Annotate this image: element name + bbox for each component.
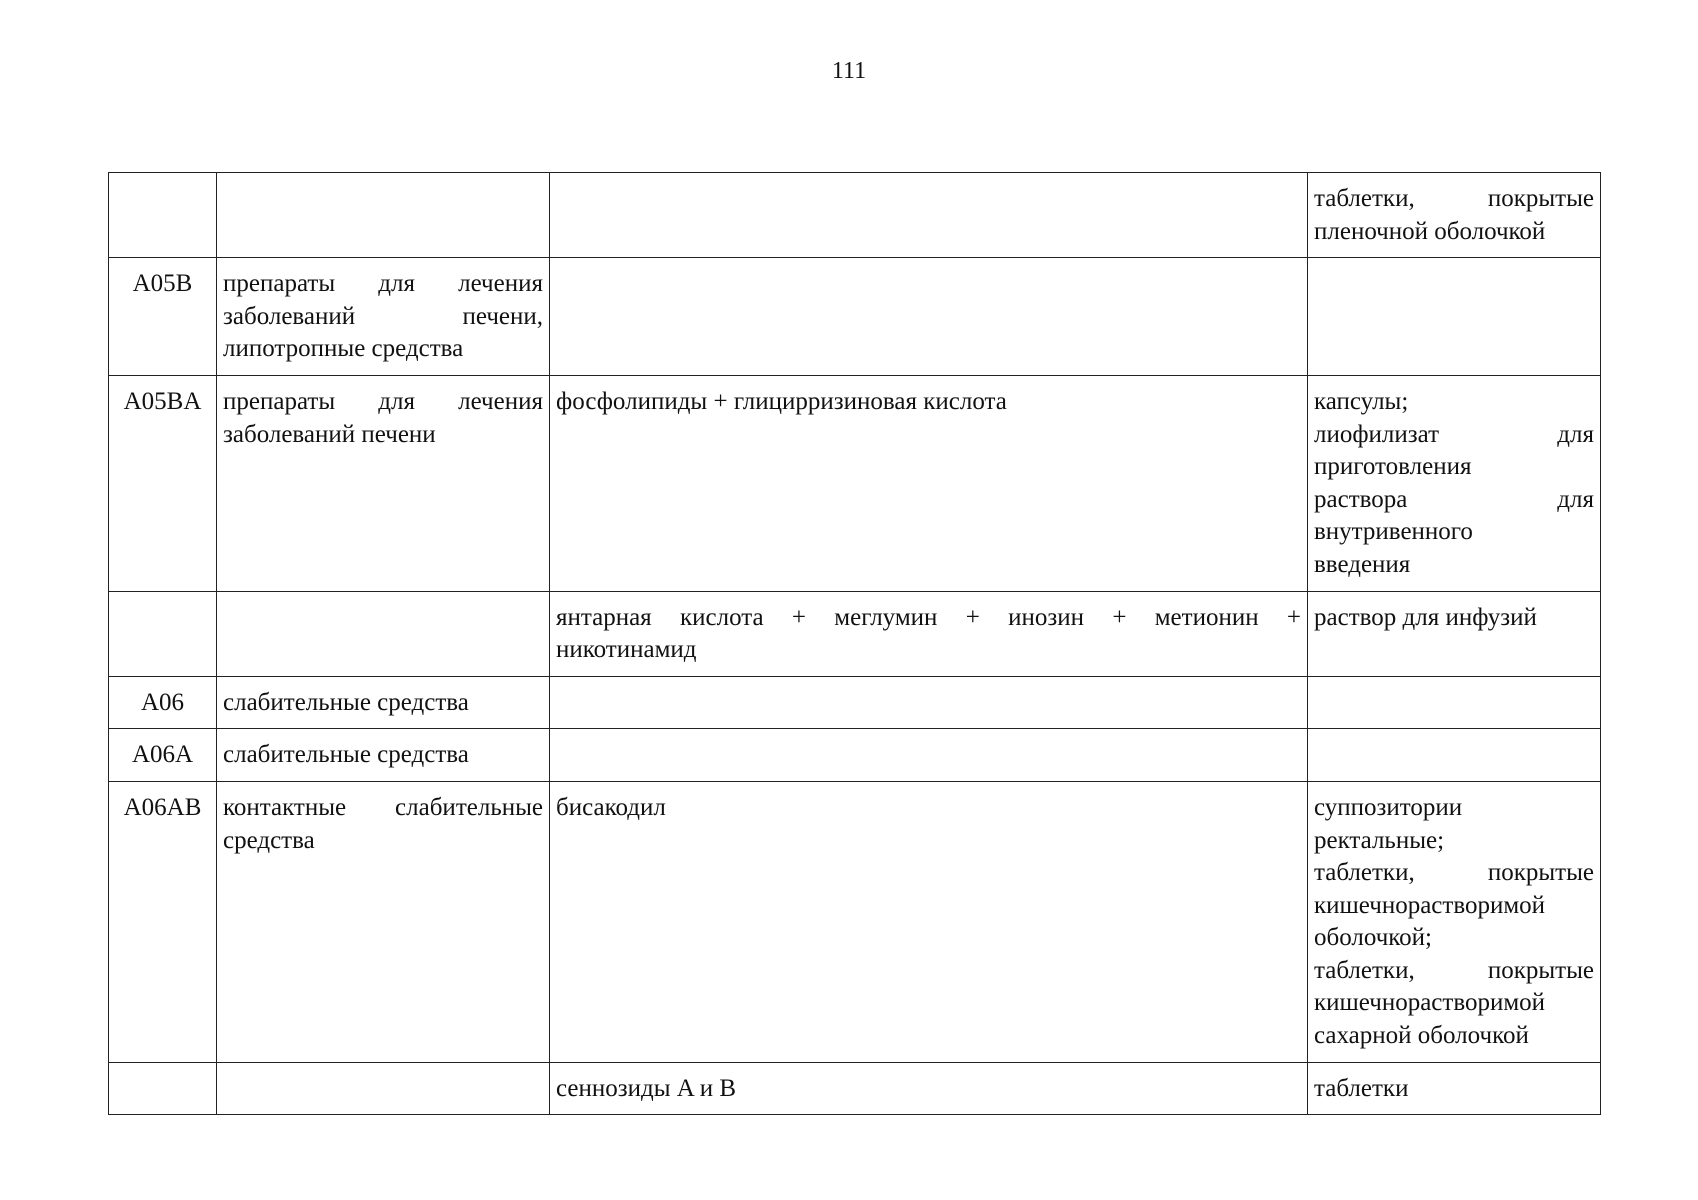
cell-text-line: раствор для инфузий	[1314, 603, 1537, 631]
cell-text-line: кишечнорастворимой	[1314, 891, 1546, 919]
pharmacological-group-cell	[217, 781, 550, 1062]
cell-text-line: заболеваний печени,	[223, 302, 543, 330]
cell-text-line: таблетки	[1314, 1074, 1409, 1102]
table-row	[109, 173, 1601, 258]
drug-name-cell	[550, 676, 1308, 729]
dosage-form-item	[1314, 386, 1594, 419]
table-body	[109, 173, 1601, 1115]
cell-text-line: липотропные средства	[223, 335, 464, 363]
dosage-form-item	[1314, 955, 1594, 1053]
dosage-form-item	[1314, 1073, 1594, 1106]
cell-text-line: контактные слабительные	[223, 793, 543, 821]
pharmacological-group-cell	[217, 676, 550, 729]
cell-text-line: янтарная кислота + меглумин + инозин + метионин +	[556, 603, 1301, 631]
cell-text-line: суппозитории	[1314, 793, 1463, 821]
pharmacological-group-cell	[217, 729, 550, 782]
cell-text-line: никотинамид	[556, 636, 697, 664]
cell-text-line: бисакодил	[556, 793, 666, 821]
cell-text-line: введения	[1314, 550, 1411, 578]
dosage-form-cell	[1308, 781, 1601, 1062]
cell-text-line: капсулы;	[1314, 387, 1409, 415]
pharmacological-group-cell	[217, 258, 550, 376]
table-row	[109, 781, 1601, 1062]
cell-text-line: фосфолипиды + глицирризиновая кислота	[556, 387, 1007, 415]
dosage-form-cell	[1308, 729, 1601, 782]
drug-name-cell	[550, 375, 1308, 591]
cell-text-line: пленочной оболочкой	[1314, 217, 1546, 245]
cell-text-line: ректальные;	[1314, 826, 1445, 854]
atc-code-cell: A06A	[109, 729, 217, 782]
dosage-form-cell	[1308, 173, 1601, 258]
dosage-form-cell	[1308, 1062, 1601, 1115]
cell-text-line: средства	[223, 826, 315, 854]
cell-text-line: сахарной оболочкой	[1314, 1022, 1529, 1050]
cell-text-line: таблетки, покрытые	[1314, 185, 1594, 212]
table-row	[109, 258, 1601, 376]
atc-code-cell: A06AB	[109, 781, 217, 1062]
drug-name-cell	[550, 729, 1308, 782]
atc-code-cell: A05B	[109, 258, 217, 376]
dosage-form-cell	[1308, 375, 1601, 591]
pharmacological-group-cell	[217, 173, 550, 258]
atc-code-cell	[109, 1062, 217, 1115]
cell-text-line: слабительные средства	[223, 741, 469, 769]
dosage-form-item	[1314, 792, 1594, 857]
cell-text-line: слабительные средства	[223, 688, 469, 716]
drug-name-cell	[550, 173, 1308, 258]
pharmacological-group-cell	[217, 1062, 550, 1115]
page-number: 111	[831, 58, 867, 84]
dosage-form-cell	[1308, 258, 1601, 376]
dosage-form-item	[1314, 419, 1594, 582]
table-row	[109, 729, 1601, 782]
drug-table	[108, 172, 1601, 1115]
cell-text-line: внутривенного	[1314, 518, 1473, 546]
table-row	[109, 591, 1601, 676]
drug-name-cell	[550, 258, 1308, 376]
atc-code-cell	[109, 173, 217, 258]
cell-text-line: кишечнорастворимой	[1314, 989, 1546, 1017]
cell-text-line: препараты для лечения	[223, 270, 543, 298]
pharmacological-group-cell	[217, 591, 550, 676]
dosage-form-cell	[1308, 591, 1601, 676]
cell-text-line: раствора для	[1314, 485, 1594, 513]
cell-text-line: заболеваний печени	[223, 420, 436, 448]
dosage-form-item	[1314, 857, 1594, 955]
cell-text-line: таблетки, покрытые	[1314, 956, 1594, 984]
cell-text-line: сеннозиды A и B	[556, 1074, 737, 1102]
atc-code-cell: A05BA	[109, 375, 217, 591]
cell-text-line: лиофилизат для	[1314, 420, 1594, 448]
table-row	[109, 676, 1601, 729]
drug-name-cell	[550, 1062, 1308, 1115]
dosage-form-item	[1314, 183, 1594, 248]
table-row	[109, 375, 1601, 591]
atc-code-cell: A06	[109, 676, 217, 729]
pharmacological-group-cell	[217, 375, 550, 591]
drug-name-cell	[550, 781, 1308, 1062]
table-row	[109, 1062, 1601, 1115]
dosage-form-item	[1314, 602, 1594, 635]
atc-code-cell	[109, 591, 217, 676]
drug-name-cell	[550, 591, 1308, 676]
cell-text-line: оболочкой;	[1314, 924, 1432, 952]
cell-text-line: таблетки, покрытые	[1314, 859, 1594, 887]
cell-text-line: препараты для лечения	[223, 387, 543, 415]
cell-text-line: приготовления	[1314, 453, 1472, 481]
dosage-form-cell	[1308, 676, 1601, 729]
